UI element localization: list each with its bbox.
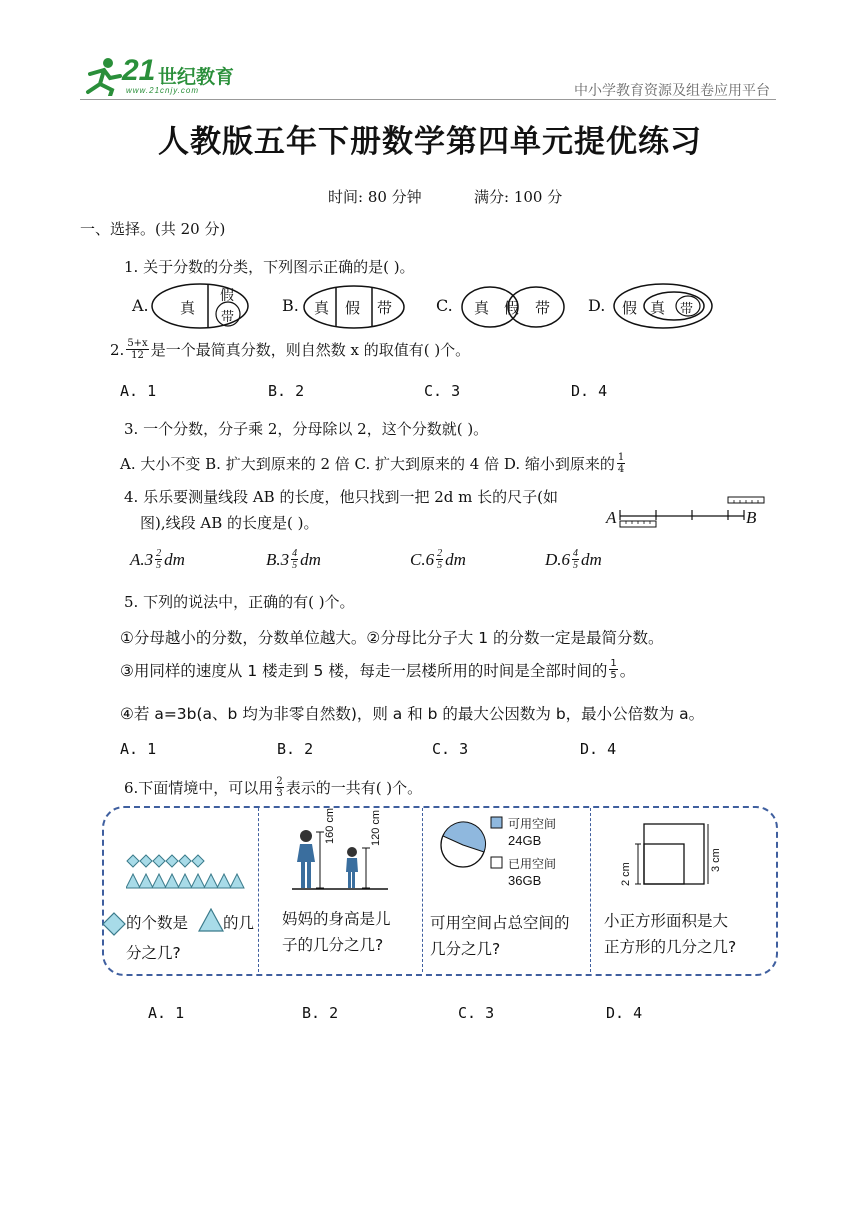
q4-d-letter: D.6: [545, 549, 571, 569]
q6-cell2-line2: 子的几分之几?: [282, 936, 384, 954]
platform-name: 中小学教育资源及组卷应用平台: [574, 83, 770, 99]
q4-c-letter: C.6: [410, 549, 435, 569]
q2-frac-numerator: 5+x: [127, 338, 148, 349]
q6-cell4-side2: 3 cm: [710, 848, 722, 872]
q6-cell3-line1: 可用空间占总空间的: [430, 914, 570, 932]
q3-frac-denominator: 4: [617, 464, 625, 475]
q1-option-a-label[interactable]: A.: [132, 296, 149, 315]
q6-cell3-line2: 几分之几?: [430, 940, 501, 958]
q1-b-dai: 带: [377, 299, 393, 317]
q4-option-c[interactable]: [410, 548, 466, 571]
pie-chart-icon: [438, 820, 488, 870]
q6-cell1-text-c: 分之几?: [126, 944, 181, 962]
diamond-icon: [102, 912, 126, 936]
exam-time: 时间: 80 分钟: [328, 188, 422, 206]
q6-divider-3: [590, 808, 591, 972]
runner-logo-icon: [80, 56, 124, 96]
q2-fraction: [126, 338, 148, 361]
q5-s3-text: ③用同样的速度从 1 楼走到 5 楼，每走一层楼所用的时间是全部时间的: [120, 661, 608, 680]
q6-cell1-text-a: 的个数是: [126, 914, 189, 932]
q1-d-jia: 假: [622, 299, 638, 317]
q4-option-a[interactable]: [130, 548, 185, 571]
q6-divider-2: [422, 808, 423, 972]
q3-frac-numerator: 1: [617, 452, 625, 463]
q4-b-letter: B.3: [266, 549, 290, 569]
q4-label-a: A: [606, 508, 617, 527]
q1-diagram-a: [150, 282, 250, 330]
header-divider: [80, 99, 776, 100]
q6-cell1-text-b: 的几: [223, 914, 255, 932]
page-title: 人教版五年下册数学第四单元提优练习: [158, 124, 702, 160]
exam-score: 满分: 100 分: [474, 188, 563, 206]
q5-s3-den: 5: [610, 670, 617, 681]
q1-a-jia: 假: [220, 288, 234, 304]
q1-a-zhen: 真: [180, 299, 196, 317]
q5-option-d[interactable]: D. 4: [580, 740, 617, 758]
q1-d-zhen: 真: [650, 299, 666, 317]
q6-stem: [124, 776, 422, 799]
q3-options[interactable]: [120, 452, 627, 475]
q3-options-text: A. 大小不变 B. 扩大到原来的 2 倍 C. 扩大到原来的 4 倍 D. 缩小到原来的: [120, 455, 615, 473]
q4-option-b[interactable]: [266, 548, 321, 571]
logo-number: 21: [122, 54, 156, 87]
q1-a-dai: 带: [221, 310, 235, 325]
q4-d-unit: dm: [581, 549, 602, 569]
q3-fraction: [617, 452, 625, 475]
q5-option-b[interactable]: B. 2: [277, 740, 314, 758]
q6-divider-1: [258, 808, 259, 972]
squares-icon: [630, 820, 710, 890]
q4-b-den: 5: [292, 560, 298, 571]
q6-fraction: [275, 776, 283, 799]
q6-cell3-val2: 36GB: [508, 873, 542, 888]
q3-stem: 3. 一个分数，分子乘 2，分母除以 2，这个分数就( )。: [124, 420, 489, 438]
q4-b-fraction: [291, 548, 298, 571]
q6-cell2-height1: 160 cm: [324, 807, 336, 844]
q1-stem: 1. 关于分数的分类，下列图示正确的是( )。: [124, 258, 415, 276]
q1-option-c-label[interactable]: C.: [436, 296, 453, 315]
q4-line1: 4. 乐乐要测量线段 AB 的长度，他只找到一把 2d m 长的尺子(如: [124, 488, 558, 506]
logo-text: 世纪教育: [158, 66, 235, 88]
q2-option-d[interactable]: D. 4: [571, 382, 608, 400]
diamonds-triangles-icon: [126, 852, 246, 892]
q4-a-letter: A.3: [130, 549, 154, 569]
q2-stem-line: [110, 338, 470, 361]
q6-cell4-line2: 正方形的几分之几?: [604, 938, 737, 956]
q6-cell2-height2: 120 cm: [370, 809, 382, 846]
q1-b-zhen: 真: [314, 299, 330, 317]
q1-option-d-label[interactable]: D.: [588, 296, 606, 315]
q5-s3-end: 。: [619, 661, 636, 680]
q4-b-unit: dm: [300, 549, 321, 569]
q5-stem: 5. 下列的说法中，正确的有( )个。: [124, 593, 355, 611]
q5-option-c[interactable]: C. 3: [432, 740, 469, 758]
q5-statement-1-2: ①分母越小的分数，分数单位越大。②分母比分子大 1 的分数一定是最简分数。: [120, 629, 664, 647]
q4-d-fraction: [572, 548, 579, 571]
q2-option-a[interactable]: A. 1: [120, 382, 157, 400]
q5-s3-fraction: [609, 658, 617, 681]
segment-ab-icon: [616, 494, 768, 530]
q1-c-zhen: 真: [474, 299, 490, 317]
q6-cell3-legend2: 已用空间: [508, 857, 557, 871]
legend-used-icon: [490, 856, 504, 870]
q4-c-num: 2: [437, 548, 443, 559]
q4-c-fraction: [436, 548, 443, 571]
q2-frac-denominator: 12: [131, 350, 144, 361]
q1-c-dai: 带: [535, 299, 551, 317]
q4-b-num: 4: [292, 548, 298, 559]
q4-d-num: 4: [573, 548, 579, 559]
q6-option-a[interactable]: A. 1: [148, 1004, 185, 1022]
q6-cell3-legend1: 可用空间: [508, 817, 557, 831]
q4-c-den: 5: [437, 560, 443, 571]
q2-stem: 是一个最简真分数，则自然数 x 的取值有( )个。: [150, 341, 471, 359]
q2-option-b[interactable]: B. 2: [268, 382, 305, 400]
q5-statement-3: [120, 658, 635, 681]
q4-d-den: 5: [573, 560, 579, 571]
q6-stem-b: 表示的一共有( )个。: [285, 779, 423, 797]
q6-frac-den: 3: [276, 788, 283, 799]
q4-option-d[interactable]: [545, 548, 602, 571]
q6-frac-num: 2: [276, 776, 283, 787]
q5-s3-num: 1: [610, 658, 617, 669]
q5-option-a[interactable]: A. 1: [120, 740, 157, 758]
q1-b-jia: 假: [345, 299, 361, 317]
q4-a-den: 5: [156, 560, 162, 571]
q6-option-b[interactable]: B. 2: [302, 1004, 339, 1022]
q4-a-num: 2: [156, 548, 162, 559]
triangle-icon: [198, 908, 224, 932]
q4-c-unit: dm: [445, 549, 466, 569]
q1-d-dai: 带: [680, 302, 694, 317]
q6-option-c[interactable]: C. 3: [458, 1004, 495, 1022]
q4-a-unit: dm: [164, 549, 185, 569]
q2-option-c[interactable]: C. 3: [424, 382, 461, 400]
q6-cell4-side1: 2 cm: [620, 862, 632, 886]
q4-a-fraction: [155, 548, 162, 571]
legend-available-icon: [490, 816, 504, 830]
q2-number: 2.: [110, 340, 125, 359]
q6-option-d[interactable]: D. 4: [606, 1004, 643, 1022]
q6-cell3-val1: 24GB: [508, 833, 542, 848]
logo-url: www.21cnjy.com: [126, 86, 199, 95]
section-heading: 一、选择。(共 20 分): [80, 220, 226, 238]
q6-cell2-line1: 妈妈的身高是儿: [282, 910, 391, 928]
q1-option-b-label[interactable]: B.: [282, 296, 299, 315]
q5-statement-4: ④若 a=3b(a、b 均为非零自然数)，则 a 和 b 的最大公因数为 b，最小公倍数为 a。: [120, 705, 705, 723]
q6-stem-a: 6.下面情境中，可以用: [124, 779, 274, 797]
q4-label-b: B: [746, 508, 757, 527]
q4-line2: 图),线段 AB 的长度是( )。: [140, 514, 319, 532]
q6-cell4-line1: 小正方形面积是大: [604, 912, 729, 930]
q1-c-jia: 假: [504, 299, 520, 317]
